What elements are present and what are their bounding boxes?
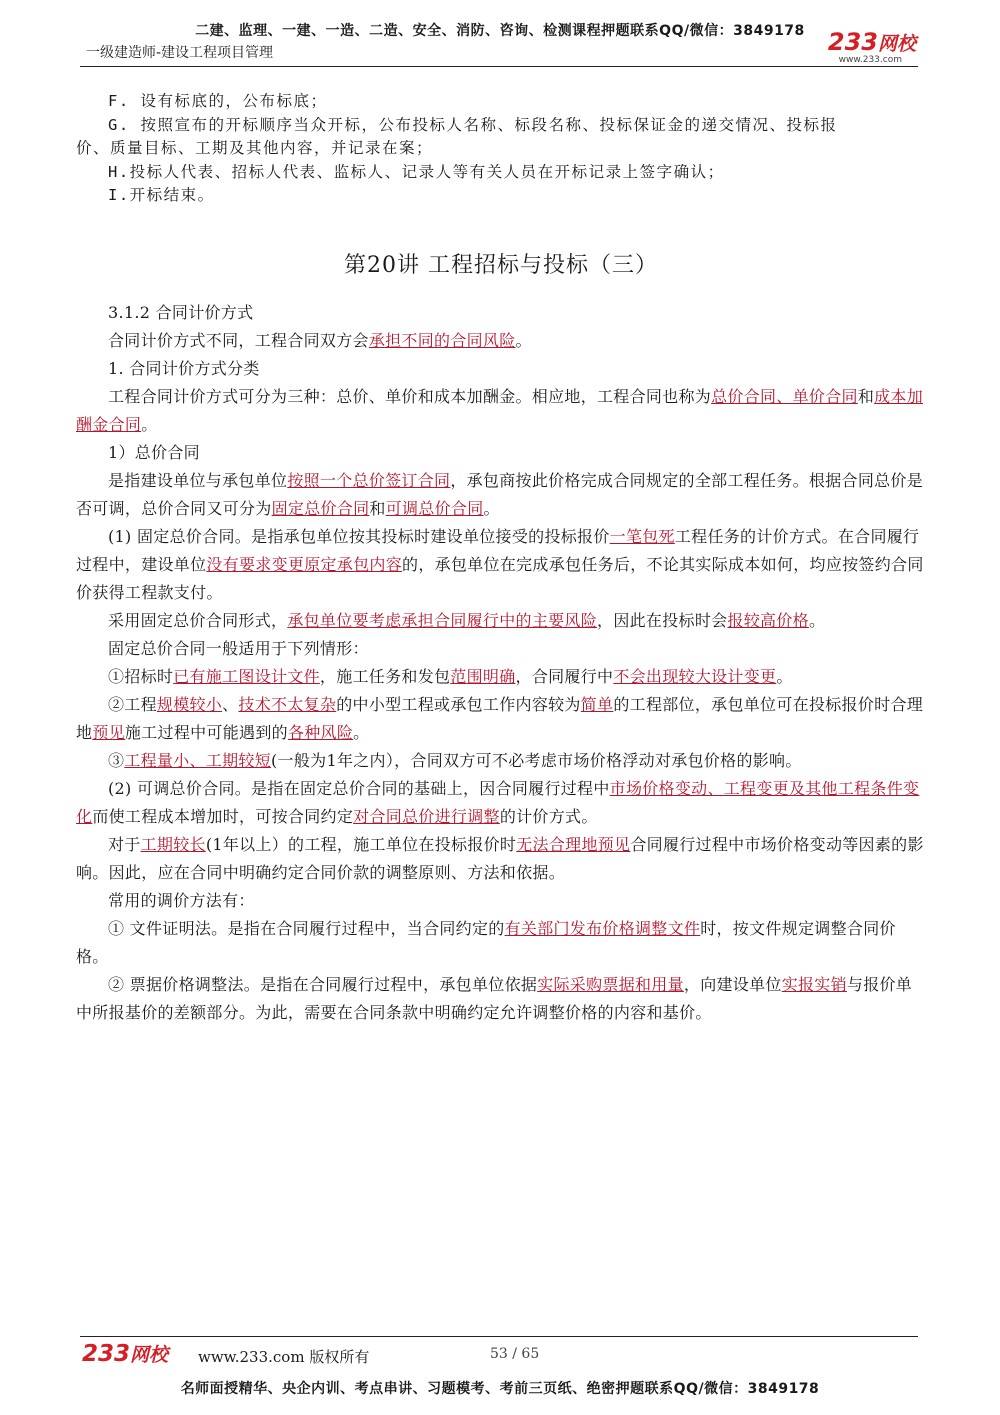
header-banner: 二建、监理、一建、一造、二造、安全、消防、咨询、检测课程押题联系QQ/微信：3849178	[195, 23, 805, 39]
intro-item-g-cont: 价、质量目标、工期及其他内容，并记录在案；	[76, 139, 434, 157]
highlight: 工程量小、工期较短	[124, 750, 272, 770]
highlight: 一笔包死	[609, 526, 675, 546]
highlight: 按照一个总价签订合同	[287, 470, 451, 490]
footer-banner: 名师面授精华、央企内训、考点串讲、习题模考、考前三页纸、绝密押题联系QQ/微信：3849178	[180, 1381, 820, 1397]
highlight: 技术不太复杂	[238, 694, 337, 714]
logo-url: www.233.com	[838, 55, 902, 65]
highlight: 固定总价合同	[271, 498, 370, 518]
intro-item-i: I.开标结束。	[108, 186, 215, 204]
footer-logo	[82, 1340, 168, 1367]
highlight: 总价合同、单价合同	[711, 386, 858, 406]
brand-logo	[828, 28, 916, 56]
lecture-title: 第20讲 工程招标与投标（三）	[344, 252, 658, 278]
highlight: 没有要求变更原定承包内容	[206, 554, 403, 574]
paragraph: 固定总价合同一般适用于下列情形：	[108, 638, 369, 658]
highlight: 已有施工图设计文件	[173, 666, 320, 686]
highlight: 范围明确	[450, 666, 516, 686]
logo-number: 233	[82, 1341, 131, 1367]
highlight: 工期较长	[140, 834, 206, 854]
paragraph: (1) 固定总价合同。是指承包单位按其投标时建设单位接受的投标报价一笔包死工程任务的计价方式。在合同履行过程中，建设单位没有要求变更原定承包内容的，承包单位在完成承包任务后，不论其实际成本如何，均应按签约合同价获得工程款支付。	[76, 526, 924, 602]
body-text	[76, 299, 926, 1027]
highlight: 市场价格变动、工程变更及其他工程条件变化	[76, 778, 920, 826]
list-item: ① 文件证明法。是指在合同履行过程中，当合同约定的有关部门发布价格调整文件时，按文件规定调整合同价格。	[76, 918, 896, 966]
footer-divider	[80, 1336, 918, 1337]
intro-item-g: G. 按照宣布的开标顺序当众开标，公布投标人名称、标段名称、投标保证金的递交情况、投标报	[108, 115, 838, 134]
page-number: 53 / 65	[490, 1346, 540, 1362]
highlight: 实际采购票据和用量	[537, 974, 684, 994]
subsection-heading: 1. 合同计价方式分类	[108, 358, 260, 378]
highlight: 报较高价格	[727, 610, 809, 630]
highlight: 简单	[580, 694, 614, 714]
list-item: ②工程规模较小、技术不太复杂的中小型工程或承包工作内容较为简单的工程部位，承包单位可在投标报价时合理地预见施工过程中可能遇到的各种风险。	[76, 694, 924, 742]
highlight: 各种风险	[287, 722, 354, 742]
paragraph: 采用固定总价合同形式，承包单位要考虑承担合同履行中的主要风险，因此在投标时会报较高价格。	[108, 610, 826, 630]
intro-item-f: F. 设有标底的，公布标底；	[108, 92, 328, 110]
logo-number: 233	[827, 28, 878, 56]
highlight: 预见	[92, 722, 125, 742]
copyright-text: www.233.com 版权所有	[198, 1348, 370, 1366]
intro-item-h: H.投标人代表、招标人代表、监标人、记录人等有关人员在开标记录上签字确认；	[108, 162, 725, 181]
paragraph: 合同计价方式不同，工程合同双方会承担不同的合同风险。	[108, 330, 532, 350]
highlight: 有关部门发布价格调整文件	[504, 918, 701, 938]
logo-text: 网校	[877, 33, 916, 55]
highlight: 承担不同的合同风险	[368, 330, 516, 350]
intro-list	[76, 90, 926, 208]
list-item: ② 票据价格调整法。是指在合同履行过程中，承包单位依据实际采购票据和用量，向建设单位实报实销与报价单中所报基价的差额部分。为此，需要在合同条款中明确约定允许调整价格的内容和基价。	[76, 974, 913, 1022]
subject-title: 一级建造师-建设工程项目管理	[86, 45, 274, 61]
paragraph: 工程合同计价方式可分为三种：总价、单价和成本加酬金。相应地，工程合同也称为总价合同、单价合同和成本加酬金合同。	[76, 386, 924, 434]
highlight: 不会出现较大设计变更	[613, 666, 777, 686]
paragraph: (2) 可调总价合同。是指在固定总价合同的基础上，因合同履行过程中市场价格变动、工程变更及其他工程条件变化而使工程成本增加时，可按合同约定对合同总价进行调整的计价方式。	[76, 778, 920, 826]
logo-text: 网校	[130, 1344, 169, 1366]
paragraph: 是指建设单位与承包单位按照一个总价签订合同，承包商按此价格完成合同规定的全部工程任务。根据合同总价是否可调，总价合同又可分为固定总价合同和可调总价合同。	[76, 470, 924, 518]
highlight: 可调总价合同	[385, 498, 484, 518]
header-divider	[80, 66, 918, 67]
list-item: ①招标时已有施工图设计文件，施工任务和发包范围明确，合同履行中不会出现较大设计变更。	[108, 666, 793, 686]
highlight: 实报实销	[781, 974, 847, 994]
highlight: 无法合理地预见	[516, 834, 631, 854]
page-content	[76, 90, 926, 1027]
highlight: 承包单位要考虑承担合同履行中的主要风险	[287, 610, 598, 630]
list-item: ③工程量小、工期较短(一般为1年之内），合同双方可不必考虑市场价格浮动对承包价格的影响。	[108, 750, 802, 770]
subsection-heading: 1）总价合同	[108, 442, 200, 462]
paragraph: 对于工期较长(1年以上）的工程，施工单位在投标报价时无法合理地预见合同履行过程中市场价格变动等因素的影响。因此，应在合同中明确约定合同价款的调整原则、方法和依据。	[76, 834, 924, 882]
highlight: 对合同总价进行调整	[353, 806, 500, 826]
paragraph: 常用的调价方法有：	[108, 890, 255, 910]
highlight: 成本加酬金合同	[76, 386, 924, 434]
section-heading: 3.1.2 合同计价方式	[108, 302, 254, 322]
highlight: 规模较小	[156, 694, 223, 714]
